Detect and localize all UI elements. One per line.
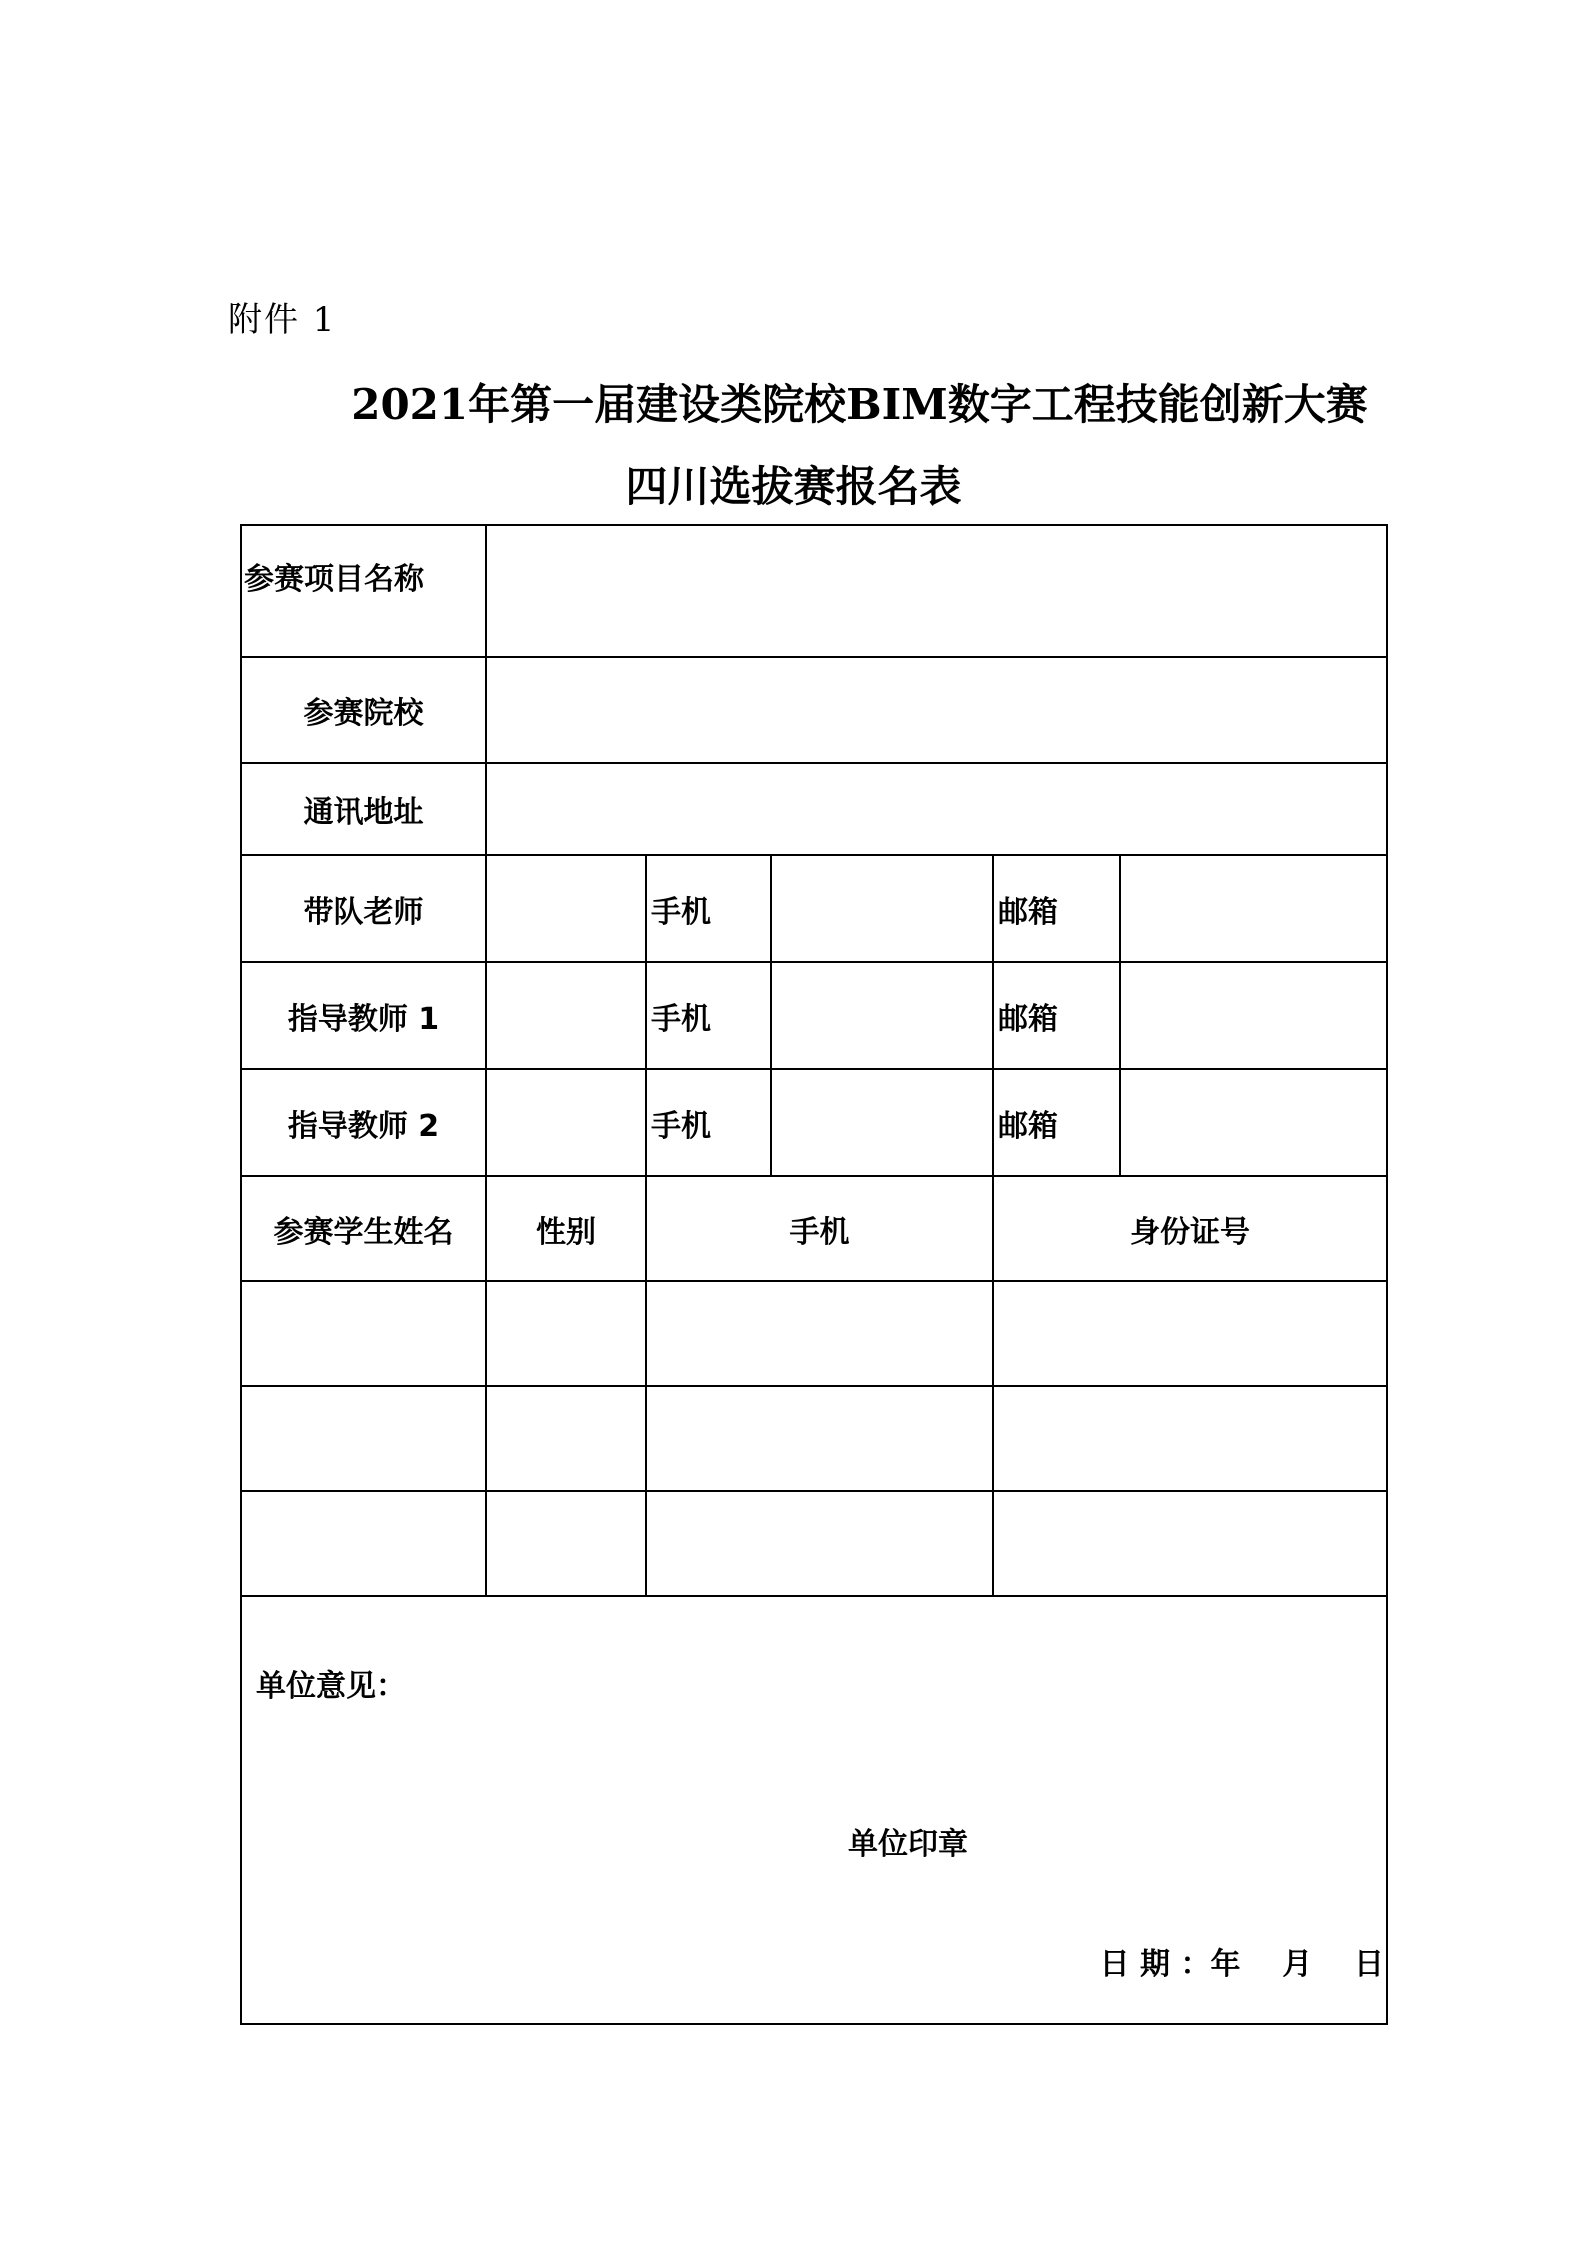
advisor2-email-field[interactable] [1120, 1069, 1387, 1176]
advisor1-phone-label: 手机 [646, 962, 771, 1069]
unit-opinion-cell[interactable] [241, 1596, 1387, 2024]
advisor1-label: 指导教师 1 [241, 962, 486, 1069]
school-field[interactable] [486, 657, 1387, 763]
row-students-header [241, 1176, 1387, 1281]
advisor2-phone-label: 手机 [646, 1069, 771, 1176]
student-gender-header: 性别 [486, 1176, 646, 1281]
registration-form-table [240, 524, 1388, 2025]
student-gender-field[interactable] [486, 1386, 646, 1491]
leader-name-field[interactable] [486, 855, 646, 962]
student-name-field[interactable] [241, 1386, 486, 1491]
attachment-label: 附件 1 [228, 300, 337, 340]
row-project-name [241, 525, 1387, 657]
document-title: 2021年第一届建设类院校BIM数字工程技能创新大赛 [351, 380, 1368, 429]
advisor1-phone-field[interactable] [771, 962, 993, 1069]
row-leader [241, 855, 1387, 962]
leader-phone-field[interactable] [771, 855, 993, 962]
unit-opinion-label: 单位意见： [256, 1669, 406, 1704]
leader-email-label: 邮箱 [993, 855, 1120, 962]
student-id-header: 身份证号 [993, 1176, 1387, 1281]
advisor2-phone-field[interactable] [771, 1069, 993, 1176]
student-phone-field[interactable] [646, 1386, 993, 1491]
advisor1-email-field[interactable] [1120, 962, 1387, 1069]
document-subtitle: 四川选拔赛报名表 [625, 462, 962, 511]
advisor2-label: 指导教师 2 [241, 1069, 486, 1176]
project-name-label: 参赛项目名称 [241, 525, 486, 657]
leader-label: 带队老师 [241, 855, 486, 962]
student-id-field[interactable] [993, 1386, 1387, 1491]
row-address [241, 763, 1387, 855]
advisor2-name-field[interactable] [486, 1069, 646, 1176]
student-gender-field[interactable] [486, 1491, 646, 1596]
address-field[interactable] [486, 763, 1387, 855]
student-row [241, 1386, 1387, 1491]
student-phone-field[interactable] [646, 1281, 993, 1386]
school-label: 参赛院校 [241, 657, 486, 763]
date-line: 日 期 ：年 月 日 [1099, 1947, 1385, 1982]
advisor2-email-label: 邮箱 [993, 1069, 1120, 1176]
leader-email-field[interactable] [1120, 855, 1387, 962]
student-name-field[interactable] [241, 1281, 486, 1386]
student-row [241, 1491, 1387, 1596]
row-advisor-2 [241, 1069, 1387, 1176]
unit-seal-label: 单位印章 [848, 1827, 968, 1862]
leader-phone-label: 手机 [646, 855, 771, 962]
student-id-field[interactable] [993, 1491, 1387, 1596]
student-id-field[interactable] [993, 1281, 1387, 1386]
student-name-field[interactable] [241, 1491, 486, 1596]
advisor1-email-label: 邮箱 [993, 962, 1120, 1069]
student-gender-field[interactable] [486, 1281, 646, 1386]
advisor1-name-field[interactable] [486, 962, 646, 1069]
row-unit-opinion [241, 1596, 1387, 2024]
project-name-field[interactable] [486, 525, 1387, 657]
student-phone-field[interactable] [646, 1491, 993, 1596]
row-advisor-1 [241, 962, 1387, 1069]
student-row [241, 1281, 1387, 1386]
student-name-header: 参赛学生姓名 [241, 1176, 486, 1281]
address-label: 通讯地址 [241, 763, 486, 855]
row-school [241, 657, 1387, 763]
student-phone-header: 手机 [646, 1176, 993, 1281]
